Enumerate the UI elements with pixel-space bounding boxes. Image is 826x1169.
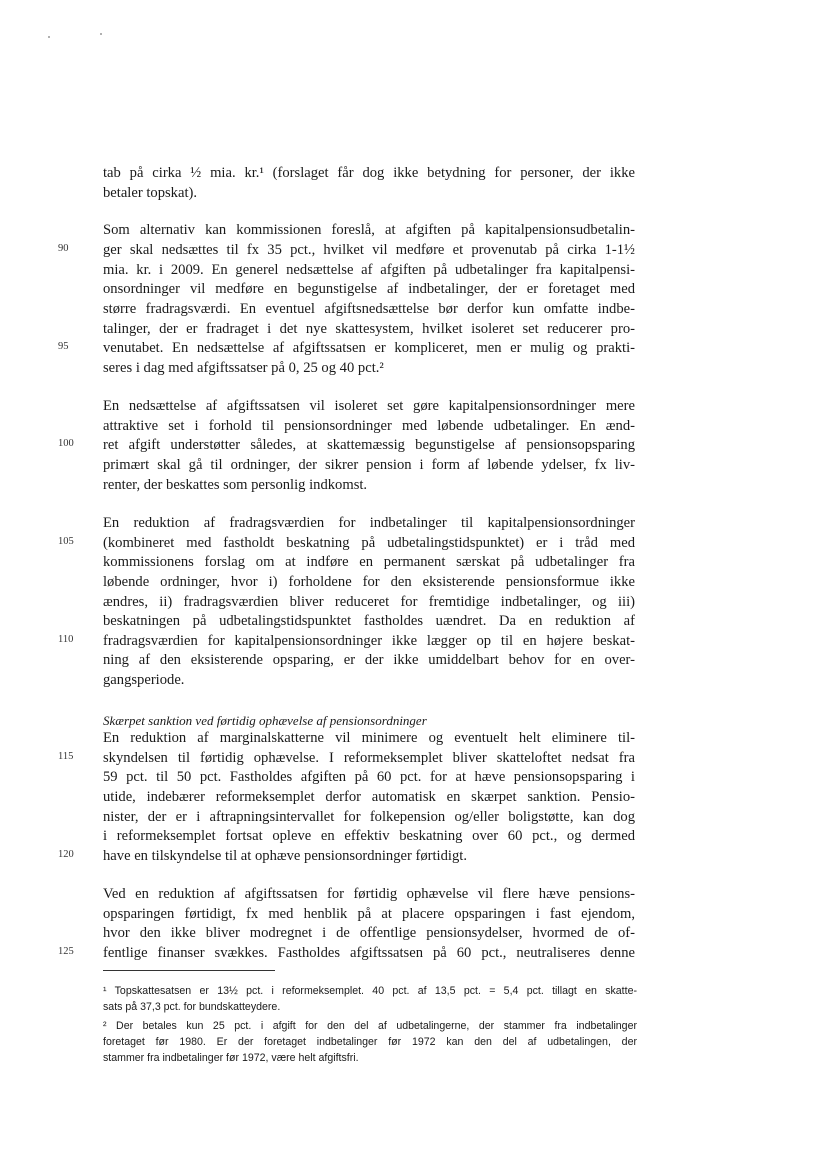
line-number: 120 <box>58 849 74 860</box>
body-line: betaler topskat). <box>103 185 198 201</box>
body-line: talinger, der er fradraget i det nye skattesystem, hvilket isoleret set reducerer pro- <box>103 321 635 337</box>
body-line: fradragsværdien for kapitalpensionsordninger ikke lægger op til en højere beskat- <box>103 633 635 649</box>
body-line: utide, indebærer reformeksemplet derfor automatisk en skærpet sanktion. Pensio- <box>103 789 635 805</box>
body-line: gangsperiode. <box>103 672 185 688</box>
body-line: tab på cirka ½ mia. kr.¹ (forslaget får dog ikke betydning for personer, der ikke <box>103 165 635 181</box>
body-line: nister, der er i aftrapningsintervallet for folkepension og/eller boligstøtte, kan dog <box>103 809 635 825</box>
body-line: hvor den ikke bliver modregnet i de offentlige pensionsydelser, hvormed de of- <box>103 925 635 941</box>
scan-speck <box>48 36 50 38</box>
footnote-line: foretaget før 1980. Er der foretaget indbetalinger før 1972 kan den del af udbetalingen, der <box>103 1036 637 1048</box>
scan-speck <box>100 33 102 35</box>
body-line: En reduktion af fradragsværdien for indbetalinger til kapitalpensionsordninger <box>103 515 635 531</box>
body-line: løbende ordninger, hvor i) forholdene for den eksisterende pensionsformue ikke <box>103 574 635 590</box>
line-number: 95 <box>58 341 69 352</box>
body-line: onsordninger vil medføre en begunstigelse af indbetalinger, der er foretaget med <box>103 281 635 297</box>
footnote-line: ² Der betales kun 25 pct. i afgift for den del af udbetalingerne, der stammer fra indbetalinger <box>103 1020 637 1032</box>
body-line: beskatningen på udbetalingstidspunktet fastholdes uændret. Da en reduktion af <box>103 613 635 629</box>
body-line: ger skal nedsættes til fx 35 pct., hvilket vil medføre et provenutab på cirka 1-1½ <box>103 242 635 258</box>
line-number: 90 <box>58 243 69 254</box>
body-line: Som alternativ kan kommissionen foreslå, at afgiften på kapitalpensionsudbetalin- <box>103 222 635 238</box>
body-line: attraktive set i forhold til pensionsordninger med løbende udbetalinger. En ænd- <box>103 418 635 434</box>
body-line: fentlige finanser svækkes. Fastholdes afgiftssatsen på 60 pct., neutraliseres denne <box>103 945 635 961</box>
body-line: kommissionens forslag om at indføre en permanent særskat på udbetalinger fra <box>103 554 635 570</box>
body-line: have en tilskyndelse til at ophæve pensionsordninger førtidigt. <box>103 848 467 864</box>
body-line: ning af den eksisterende opsparing, er der ikke umiddelbart behov for en over- <box>103 652 635 668</box>
body-line: primært skal gå til ordninger, der sikrer pension i form af løbende ydelser, fx liv- <box>103 457 635 473</box>
body-line: seres i dag med afgiftssatser på 0, 25 og 40 pct.² <box>103 360 384 376</box>
body-line: (kombineret med fastholdt beskatning på udbetalingstidspunktet) er i tråd med <box>103 535 635 551</box>
line-number: 100 <box>58 438 74 449</box>
body-line: venutabet. En nedsættelse af afgiftssatsen er kompliceret, men er mulig og prakti- <box>103 340 635 356</box>
body-line: i reformeksemplet fortsat opleve en effektiv beskatning over 60 pct., og dermed <box>103 828 635 844</box>
body-line: større fradragsværdi. En eventuel afgiftsnedsættelse bør derfor kun omfatte indbe- <box>103 301 635 317</box>
footnote-line: sats på 37,3 pct. for bundskatteydere. <box>103 1001 281 1013</box>
body-line: renter, der beskattes som personlig indkomst. <box>103 477 368 493</box>
body-line: En reduktion af marginalskatterne vil minimere og eventuelt helt eliminere til- <box>103 730 635 746</box>
body-line: Ved en reduktion af afgiftssatsen for førtidig ophævelse vil flere hæve pensions- <box>103 886 635 902</box>
body-line: ændres, ii) fradragsværdien bliver reduceret for fremtidige indbetalinger, og iii) <box>103 594 635 610</box>
body-line: skyndelsen til førtidig ophævelse. I reformeksemplet bliver skatteloftet nedsat fra <box>103 750 635 766</box>
footnote-rule <box>103 970 275 971</box>
line-number: 105 <box>58 536 74 547</box>
footnote-line: ¹ Topskattesatsen er 13½ pct. i reformeksemplet. 40 pct. af 13,5 pct. = 5,4 pct. tillagt en skatte- <box>103 985 637 997</box>
body-line: 59 pct. til 50 pct. Fastholdes afgiften på 60 pct. for at hæve pensionsopsparing i <box>103 769 635 785</box>
body-line: En nedsættelse af afgiftssatsen vil isoleret set gøre kapitalpensionsordninger mere <box>103 398 635 414</box>
body-line: opsparingen førtidigt, fx med henblik på at placere opsparingen i fast ejendom, <box>103 906 635 922</box>
line-number: 125 <box>58 946 74 957</box>
line-number: 110 <box>58 634 74 645</box>
line-number: 115 <box>58 751 74 762</box>
section-heading: Skærpet sanktion ved førtidig ophævelse af pensionsordninger <box>103 713 427 728</box>
body-line: mia. kr. i 2009. En generel nedsættelse af afgiften på udbetalinger fra kapitalpensi- <box>103 262 635 278</box>
footnote-line: stammer fra indbetalinger før 1972, være helt afgiftsfri. <box>103 1052 359 1064</box>
body-line: ret afgift understøtter således, at skattemæssig begunstigelse af pensionsopsparing <box>103 437 635 453</box>
